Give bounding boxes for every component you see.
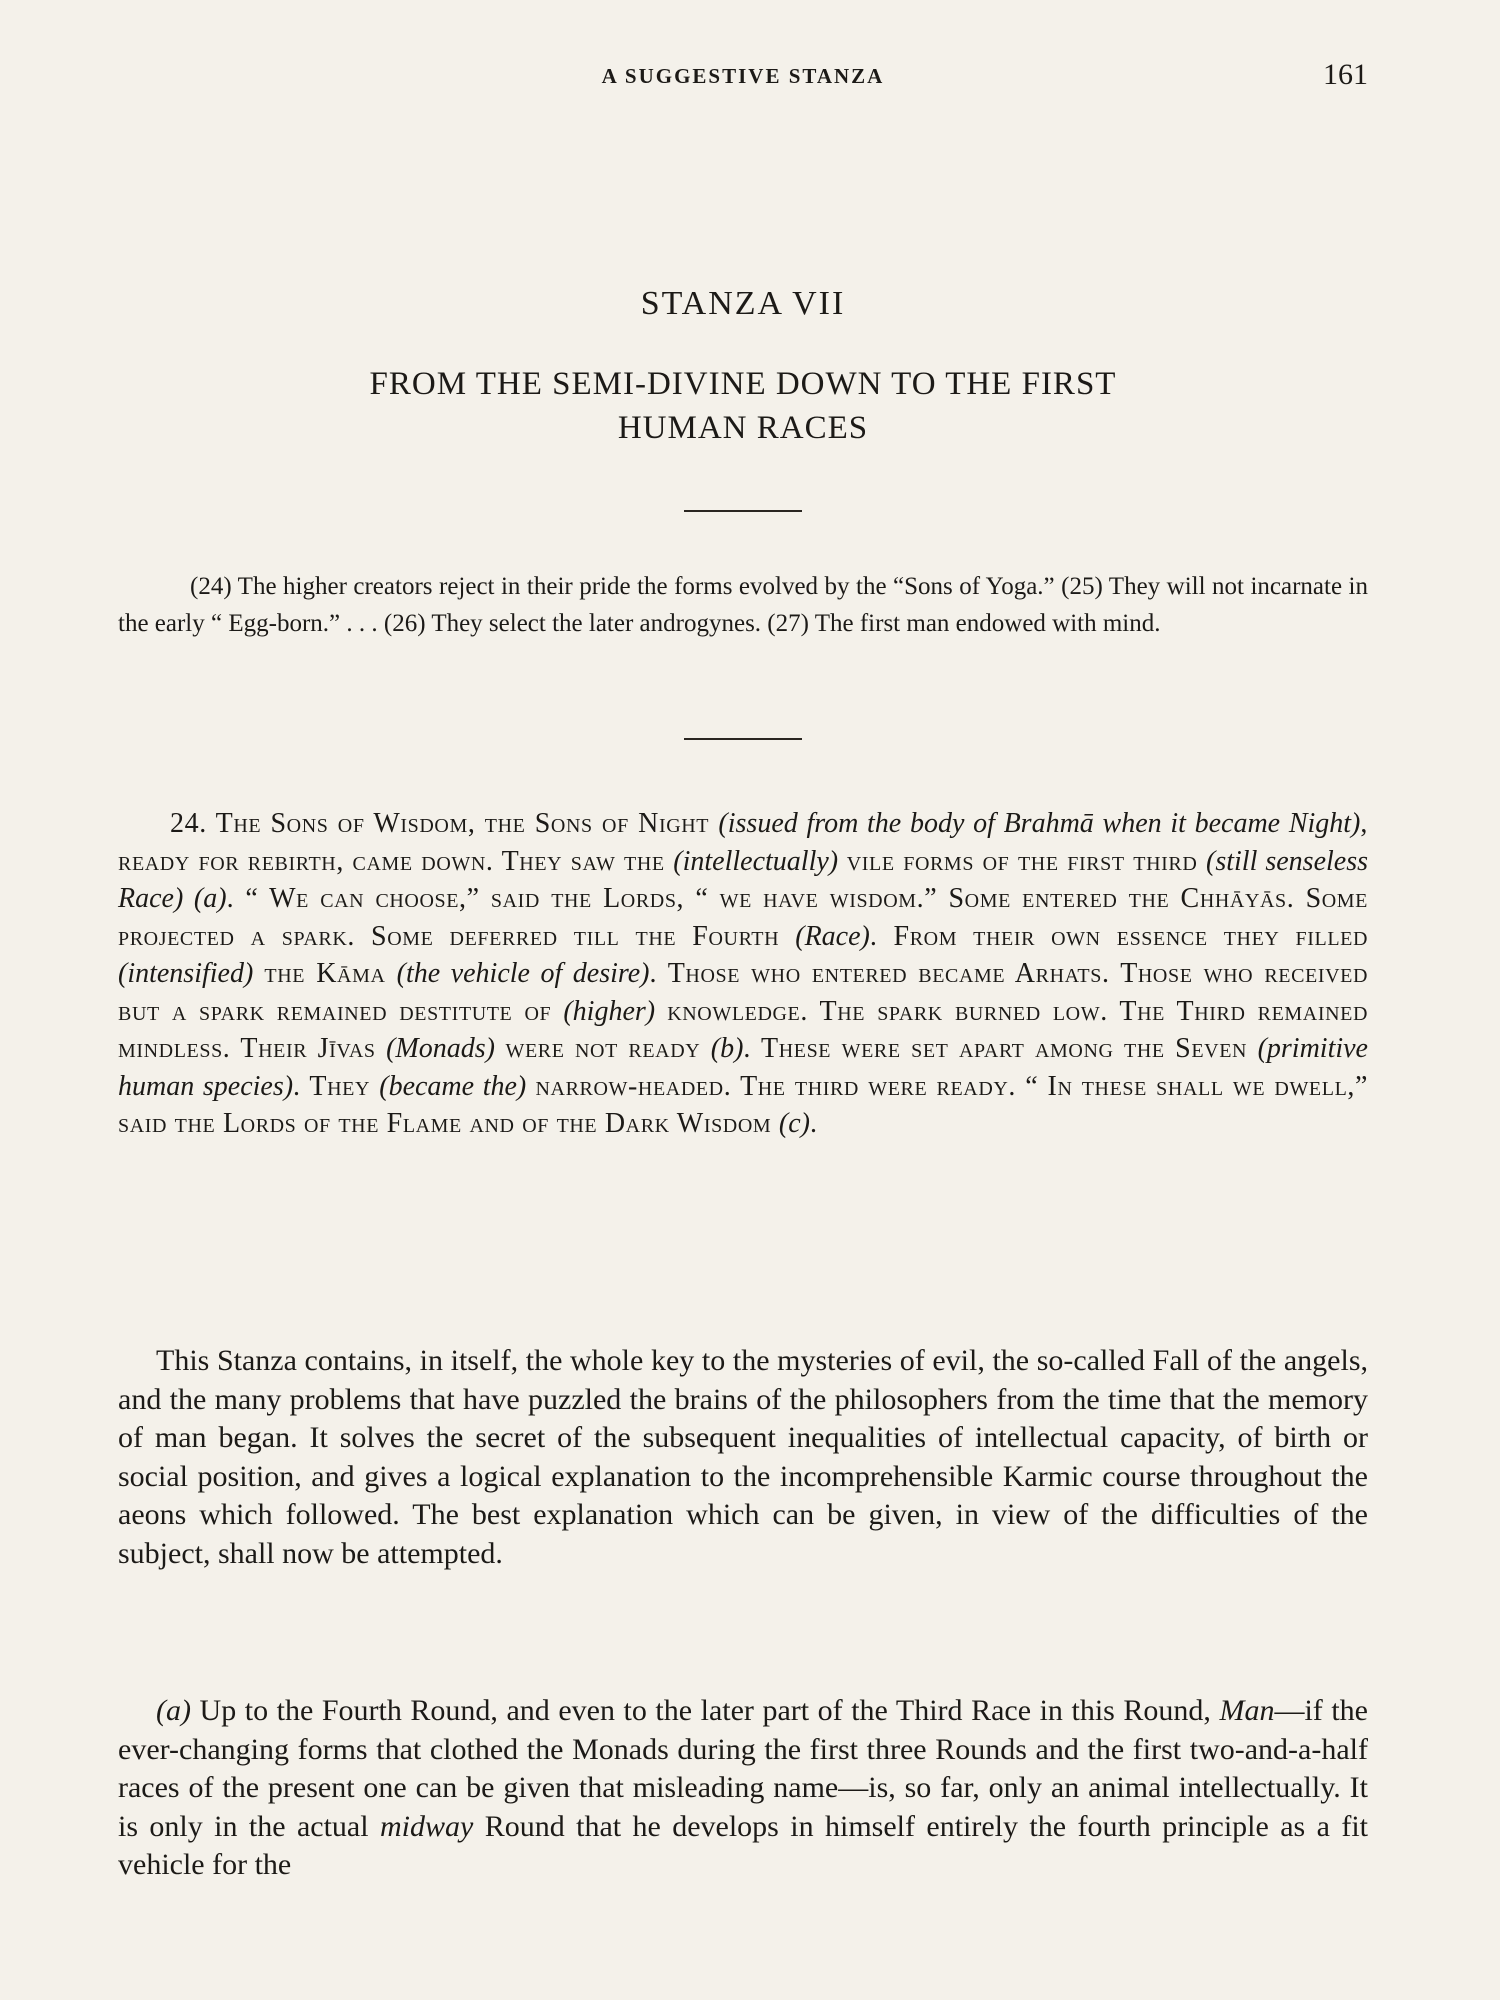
verse-italic-gloss: (intellectually): [673, 845, 839, 877]
paragraph-text: Up to the Fourth Round, and even to the later part of the Third Race in this Round,: [190, 1694, 1220, 1727]
verse-text: the Kāma: [253, 958, 397, 989]
stanza-summary: (24) The higher creators reject in their pride the forms evolved by the “Sons of Yoga.” (25) They will not incarnate in the early “ Egg-born.” . . . (26) They select the later androgynes. (27) The first man endowed with mind.: [118, 573, 1368, 637]
verse-text: narrow-headed. The third were ready. “ In these shall we dwell,” said the Lords of the Flame and of the Dark Wisdom: [118, 1070, 1369, 1139]
verse-italic-gloss: (higher): [563, 995, 656, 1027]
verse-italic-gloss: (Race): [795, 920, 870, 952]
verse-text: , ready for rebirth, came down. They saw the: [118, 808, 1368, 877]
divider-rule: [684, 738, 802, 740]
commentary-paragraph: This Stanza contains, in itself, the whole key to the mysteries of evil, the so-called Fall of the angels, and the many problems that have puzzled the brains of the philosophers from the time that the memory of man began. It solves the secret of the subsequent inequalities of intellectual capacity, of birth or social position, and gives a logical explanation to the incomprehensible Karmic course throughout the aeons which followed. The best explanation which can be given, in view of the difficulties of the subject, shall now be attempted.: [118, 1344, 1368, 1570]
emphasis-man: Man: [1219, 1694, 1275, 1727]
paragraph-text: Round that he develops in himself entirely the fourth principle as a fit vehicle for the: [118, 1809, 1368, 1881]
verse-italic-gloss: (the vehicle of desire): [396, 958, 650, 989]
stanza-title: STANZA VII: [640, 285, 846, 322]
verse-italic-gloss: (b): [710, 1033, 744, 1064]
verse-italic-gloss: (primitive human species): [118, 1033, 1368, 1102]
running-title: A SUGGESTIVE STANZA: [601, 64, 885, 88]
verse-text: . They: [293, 1070, 380, 1102]
stanza-heading: [118, 362, 1368, 450]
page-header: [118, 58, 1368, 102]
verse-text: . These were set apart among the Seven: [743, 1033, 1258, 1064]
page-number: 161: [1323, 58, 1368, 91]
verse-text: were not ready: [494, 1033, 711, 1064]
paragraph-text: —if the ever-changing forms that clothed the Monads during the first three Rounds and the first two-and-a-half races of the present one can be given that misleading name—is, so far, only an animal intellectually. It is only in the actual: [118, 1694, 1368, 1843]
emphasis-midway: midway: [379, 1809, 474, 1843]
verse-italic-gloss: (intensified): [118, 958, 254, 989]
verse-text: . “ We can choose,” said the Lords, “ we have wisdom.” Some entered the Chhāyās. Some projected a spark. Some deferred till the Fourth: [118, 883, 1368, 952]
verse-italic-gloss: (Monads): [386, 1033, 495, 1064]
verse-text: . From their own essence they filled: [869, 920, 1368, 952]
verse-italic-gloss: (c): [778, 1108, 810, 1139]
stanza-heading-line-1: FROM THE SEMI-DIVINE DOWN TO THE FIRST: [369, 366, 1117, 402]
commentary-paragraph-a: [118, 1692, 1368, 1885]
verse-text: .: [809, 1108, 818, 1139]
verse-italic-gloss: (still senseless Race) (a): [118, 845, 1368, 914]
verse-text: . Those who entered became Arhats. Those who received but a spark remained destitute of: [118, 958, 1369, 1027]
verse-text: The Sons of Wisdom, the Sons of Night: [206, 808, 719, 839]
paragraph-label: (a): [156, 1694, 191, 1727]
verse-number: 24.: [170, 808, 207, 839]
verse-text: knowledge. The spark burned low. The Third remained mindless. Their Jīvas: [118, 995, 1368, 1064]
stanza-heading-line-2: HUMAN RACES: [617, 410, 869, 446]
divider-rule: [684, 510, 802, 512]
verse-italic-gloss: (became the): [379, 1070, 527, 1102]
verse-text: vile forms of the first third: [838, 845, 1207, 877]
verse-24: [118, 805, 1368, 1143]
verse-italic-gloss: (issued from the body of Brahmā when it became Night): [718, 808, 1361, 839]
